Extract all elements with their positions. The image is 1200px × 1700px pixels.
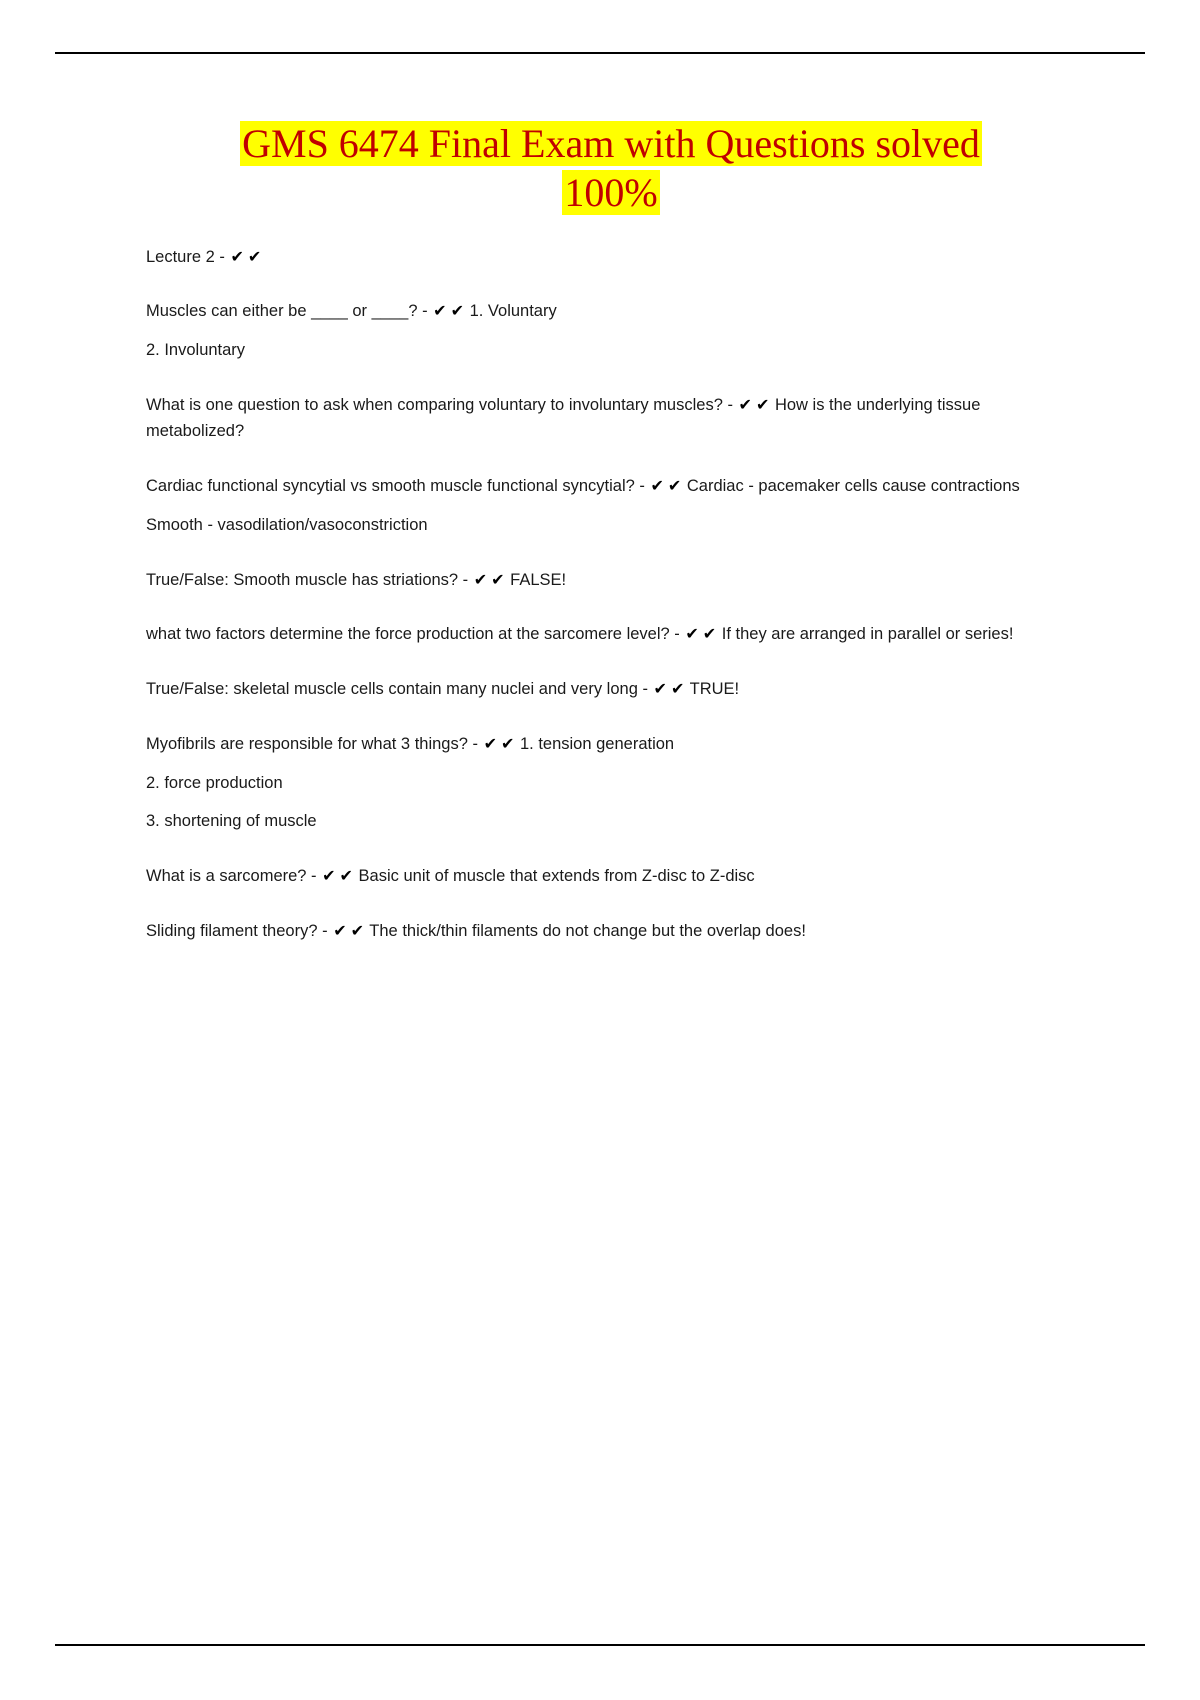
header-rule xyxy=(55,52,1145,54)
answer-text: TRUE! xyxy=(689,680,740,699)
answer-text: If they are arranged in parallel or series! xyxy=(721,625,1014,644)
checkmark-icon: ✔ xyxy=(702,624,717,644)
checkmark-icon: ✔ xyxy=(491,569,505,589)
qa-line xyxy=(146,392,1076,445)
answer-text: 2. Involuntary xyxy=(146,341,246,360)
checkmark-icon: ✔ xyxy=(755,394,770,414)
qa-line xyxy=(146,512,1076,539)
checkmark-icon: ✔ xyxy=(685,624,699,644)
footer-rule xyxy=(55,1644,1145,1646)
qa-line xyxy=(146,770,1076,797)
checkmark-icon: ✔ xyxy=(230,246,244,266)
checkmark-icon: ✔ xyxy=(650,476,664,496)
checkmark-icon: ✔ xyxy=(738,394,752,414)
document-body xyxy=(146,120,1076,972)
qa-muscle-types xyxy=(146,298,1076,363)
question-text: what two factors determine the force production at the sarcomere level? - xyxy=(146,625,685,644)
qa-functional-syncytial xyxy=(146,473,1076,538)
checkmark-icon: ✔ xyxy=(500,733,515,753)
qa-smooth-striations xyxy=(146,567,1076,594)
qa-block-list xyxy=(146,244,1076,945)
question-text: True/False: Smooth muscle has striations? - xyxy=(146,570,473,589)
answer-text: Cardiac - pacemaker cells cause contractions xyxy=(686,477,1020,496)
question-text: Sliding filament theory? - xyxy=(146,921,333,940)
checkmark-icon: ✔ xyxy=(333,920,347,940)
question-text: Muscles can either be ____ or ____? - xyxy=(146,302,433,321)
qa-line xyxy=(146,731,1076,758)
qa-line xyxy=(146,918,1076,945)
answer-text: 2. force production xyxy=(146,773,283,792)
qa-line xyxy=(146,621,1076,648)
qa-line xyxy=(146,567,1076,594)
checkmark-icon: ✔ xyxy=(450,301,464,321)
checkmark-icon: ✔ xyxy=(433,301,447,321)
checkmark-icon: ✔ xyxy=(653,679,667,699)
question-text: Lecture 2 - xyxy=(146,247,230,266)
qa-skeletal-nuclei xyxy=(146,676,1076,703)
answer-text: Basic unit of muscle that extends from Z-disc to Z-disc xyxy=(358,866,755,885)
qa-line xyxy=(146,298,1076,325)
qa-line xyxy=(146,473,1076,500)
question-text: Cardiac functional syncytial vs smooth muscle functional syncytial? - xyxy=(146,477,650,496)
qa-line xyxy=(146,808,1076,835)
checkmark-icon: ✔ xyxy=(350,920,364,940)
qa-line xyxy=(146,337,1076,364)
answer-text: FALSE! xyxy=(510,570,567,589)
qa-voluntary-vs-involuntary xyxy=(146,392,1076,445)
page-title-line-2: 100% xyxy=(564,169,658,215)
checkmark-icon: ✔ xyxy=(483,733,497,753)
qa-sarcomere-definition xyxy=(146,863,1076,890)
answer-text: 1. Voluntary xyxy=(469,302,557,321)
answer-text: Smooth - vasodilation/vasoconstriction xyxy=(146,515,428,534)
answer-text: The thick/thin filaments do not change but the overlap does! xyxy=(369,921,806,940)
qa-myofibrils xyxy=(146,731,1076,835)
checkmark-icon: ✔ xyxy=(473,569,488,589)
checkmark-icon: ✔ xyxy=(339,865,353,885)
page-title-line-1: GMS 6474 Final Exam with Questions solved xyxy=(242,121,980,166)
checkmark-icon: ✔ xyxy=(667,476,682,496)
answer-text: How is the underlying tissue metabolized? xyxy=(146,395,981,441)
checkmark-icon: ✔ xyxy=(247,246,262,266)
question-text: What is one question to ask when comparing voluntary to involuntary muscles? - xyxy=(146,395,738,414)
qa-line xyxy=(146,244,1076,271)
answer-text: 3. shortening of muscle xyxy=(146,812,317,831)
lecture-heading xyxy=(146,244,1076,271)
page-title xyxy=(146,120,1076,218)
qa-force-production-sarcomere xyxy=(146,621,1076,648)
question-text: What is a sarcomere? - xyxy=(146,866,322,885)
checkmark-icon: ✔ xyxy=(322,865,336,885)
question-text: True/False: skeletal muscle cells contain many nuclei and very long - xyxy=(146,680,653,699)
qa-sliding-filament xyxy=(146,918,1076,945)
qa-line xyxy=(146,863,1076,890)
question-text: Myofibrils are responsible for what 3 things? - xyxy=(146,734,483,753)
qa-line xyxy=(146,676,1076,703)
checkmark-icon: ✔ xyxy=(670,679,685,699)
answer-text: 1. tension generation xyxy=(519,734,675,753)
